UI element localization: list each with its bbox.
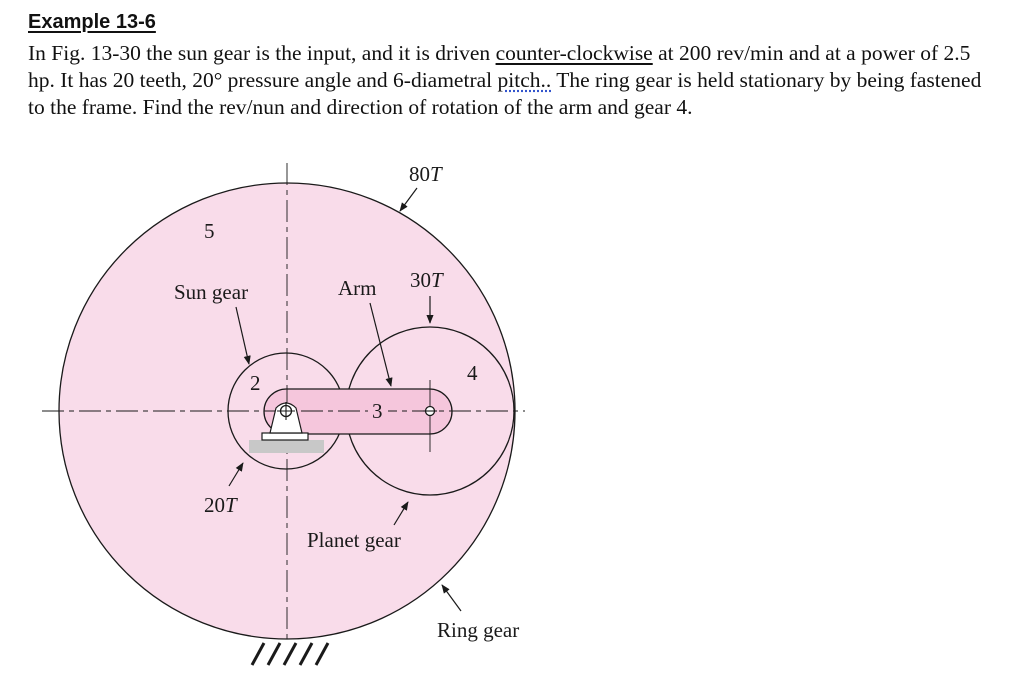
label-gear-4: 4 [467, 361, 478, 385]
label-planet-gear: Planet gear [307, 528, 401, 552]
arrow-ring-gear [442, 585, 461, 611]
label-gear-2: 2 [250, 371, 261, 395]
label-sun-gear: Sun gear [174, 280, 249, 304]
label-20T [204, 493, 238, 517]
label-arm-number-5: 5 [204, 219, 215, 243]
counter-clockwise-link[interactable]: counter-clockwise [495, 41, 653, 65]
label-80T-number: 80 [409, 162, 430, 186]
label-20T-number: 20 [204, 493, 225, 517]
base-ground [249, 440, 324, 453]
label-20T-suffix: T [225, 493, 237, 517]
base-plate [262, 433, 308, 440]
label-30T-number: 30 [410, 268, 431, 292]
label-ring-gear: Ring gear [437, 618, 520, 642]
label-gear-3: 3 [372, 399, 383, 423]
label-30T [410, 268, 444, 292]
arrow-80T [400, 188, 417, 211]
label-80T [409, 162, 443, 186]
label-arm: Arm [338, 276, 377, 300]
problem-text-part-2: at 200 rev/min and at a power of 2.5 hp. It has 20 teeth, 20° pressure angle and 6-diametral [28, 41, 971, 92]
label-80T-suffix: T [430, 162, 442, 186]
problem-text-part-3: The ring gear is held stationary by being fastened to the frame. Find the rev/nun and direction of rotation of the arm and gear 4. [28, 68, 982, 119]
ground-hatch-icon [252, 643, 328, 665]
problem-text-part-1: In Fig. 13-30 the sun gear is the input, and it is driven [28, 41, 496, 65]
label-30T-suffix: T [431, 268, 443, 292]
pitch-link[interactable]: pitch.. [497, 68, 552, 92]
example-title: Example 13-6 [28, 11, 156, 33]
